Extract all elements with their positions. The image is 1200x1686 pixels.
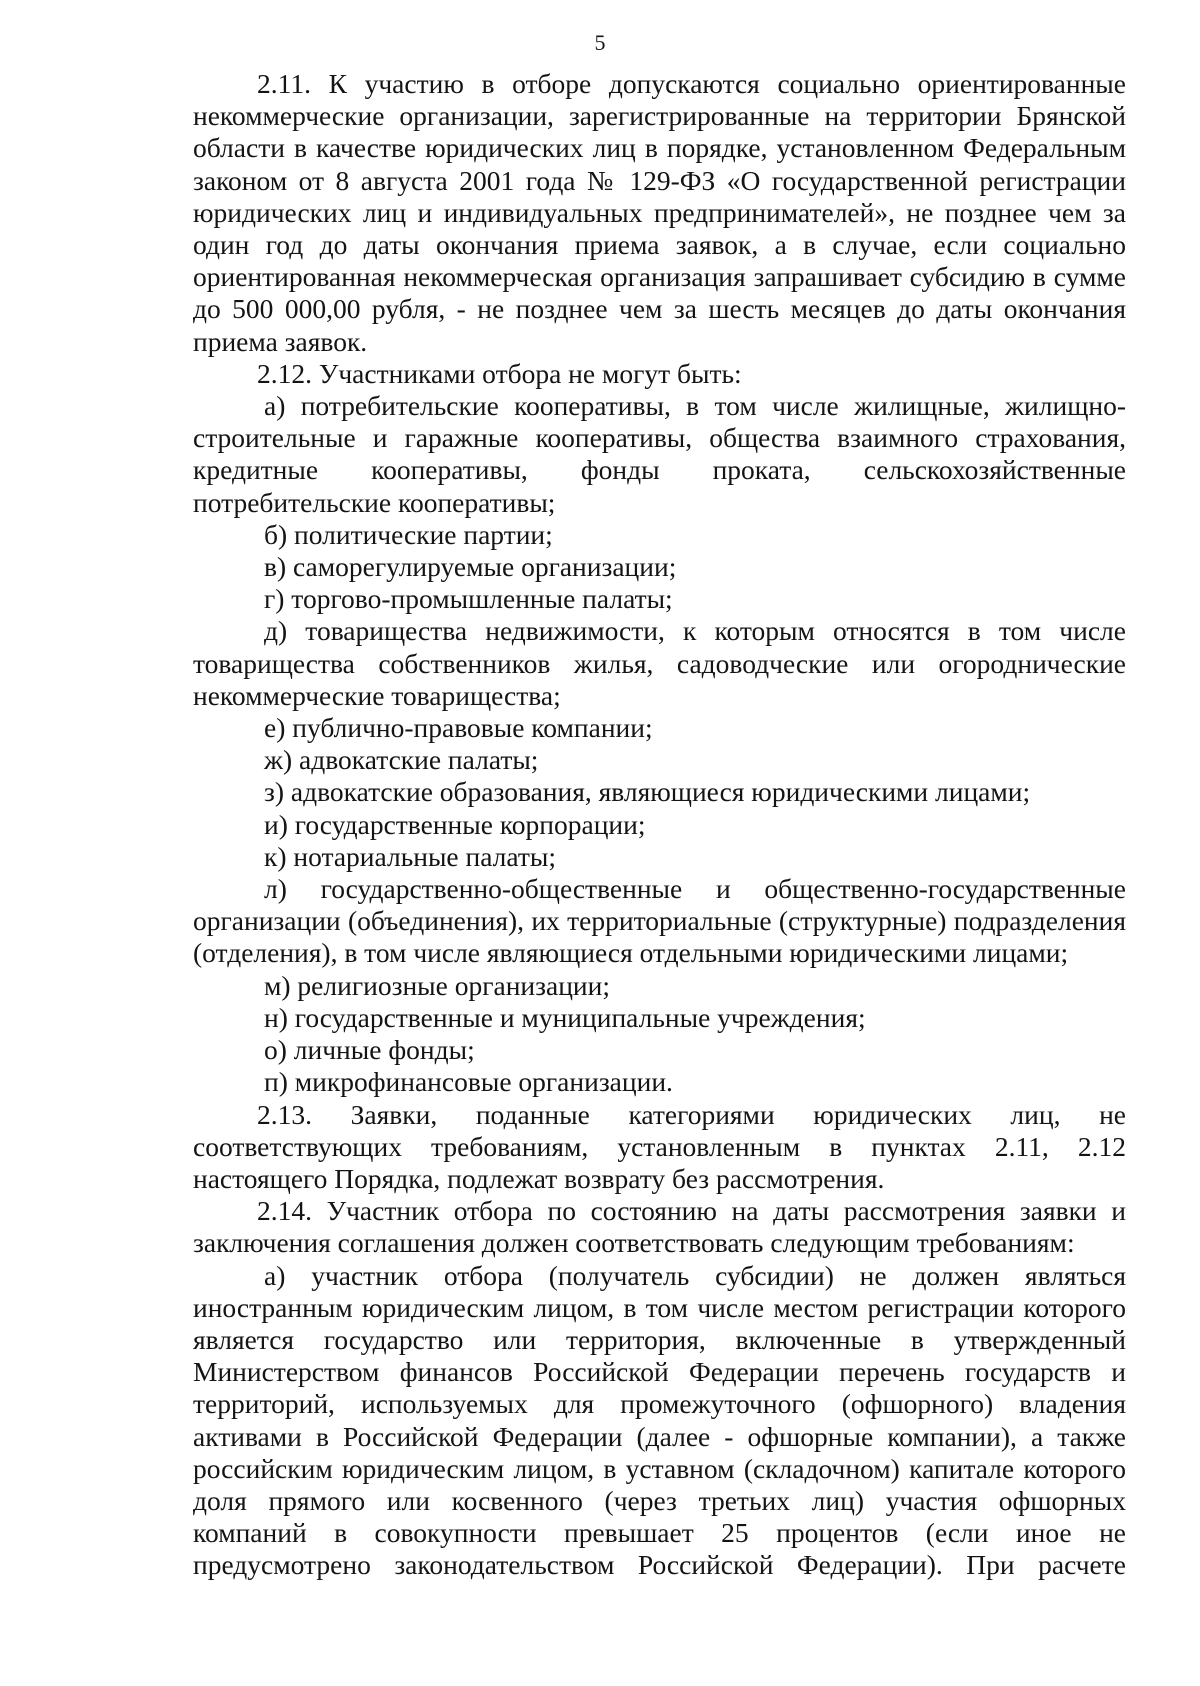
list-item-v: в) саморегулируемые организации; bbox=[264, 551, 677, 583]
page-number: 5 bbox=[594, 30, 606, 55]
paragraph-2-12: 2.12. Участниками отбора не могут быть: bbox=[257, 357, 742, 389]
paragraph-2-14: 2.14. Участник отбора по состоянию на даты рассмотрения заявки и заключения соглашения должен соответствовать следующим требованиям: bbox=[193, 1195, 1126, 1259]
list-item-n: н) государственные и муниципальные учреждения; bbox=[264, 1001, 866, 1033]
paragraph-2-11: 2.11. К участию в отборе допускаются социально ориентированные некоммерческие организации, зарегистрированные на территории Брянской области в качестве юридических лиц в порядке, установленном Федеральным законом от 8 августа 2001 года № 129-ФЗ «О государственной регистрации юридических лиц и индивидуальных предпринимателей», не позднее чем за один год до даты окончания приема заявок, а в случае, если социально ориентированная некоммерческая организация запрашивает субсидию в сумме до 500 000,00 рубля, - не позднее чем за шесть месяцев до даты окончания приема заявок. bbox=[193, 68, 1126, 357]
paragraph-2-13: 2.13. Заявки, поданные категориями юридических лиц, не соответствующих требованиям, установленным в пунктах 2.11, 2.12 настоящего Порядка, подлежат возврату без рассмотрения. bbox=[193, 1098, 1126, 1194]
list-item-a: а) потребительские кооперативы, в том числе жилищные, жилищно-строительные и гаражные кооперативы, общества взаимного страхования, кредитные кооперативы, фонды проката, сельскохозяйственные потребительские кооперативы; bbox=[193, 390, 1126, 518]
list-item-e: е) публично-правовые компании; bbox=[264, 712, 653, 744]
list-item-o: о) личные фонды; bbox=[264, 1034, 475, 1066]
list-item-l: л) государственно-общественные и общественно-государственные организации (объединения), их территориальные (структурные) подразделения (отделения), в том числе являющиеся отдельными юридическими лицами; bbox=[193, 873, 1126, 969]
list-item-i: и) государственные корпорации; bbox=[264, 808, 646, 840]
list-item-g: г) торгово-промышленные палаты; bbox=[264, 583, 673, 615]
list-item-k: к) нотариальные палаты; bbox=[264, 840, 557, 872]
list-item-p: п) микрофинансовые организации. bbox=[264, 1066, 673, 1098]
document-body bbox=[193, 68, 1126, 1582]
list-item-d: д) товарищества недвижимости, к которым относятся в том числе товарищества собственников жилья, садоводческие или огороднические некоммерческие товарищества; bbox=[193, 615, 1126, 711]
list-item-z: з) адвокатские образования, являющиеся юридическими лицами; bbox=[264, 776, 1031, 808]
list-item-m: м) религиозные организации; bbox=[264, 969, 610, 1001]
list-item-zh: ж) адвокатские палаты; bbox=[264, 744, 539, 776]
list-item-b: б) политические партии; bbox=[264, 518, 553, 550]
paragraph-2-14-a: а) участник отбора (получатель субсидии) не должен являться иностранным юридическим лицом, в том числе местом регистрации которого является государство или территория, включенные в утвержденный Министерством финансов Российской Федерации перечень государств и территорий, используемых для промежуточного (офшорного) владения активами в Российской Федерации (далее - офшорные компании), а также российским юридическим лицом, в уставном (складочном) капитале которого доля прямого или косвенного (через третьих лиц) участия офшорных компаний в совокупности превышает 25 процентов (если иное не предусмотрено законодательством Российской Федерации). При расчете bbox=[193, 1259, 1126, 1581]
